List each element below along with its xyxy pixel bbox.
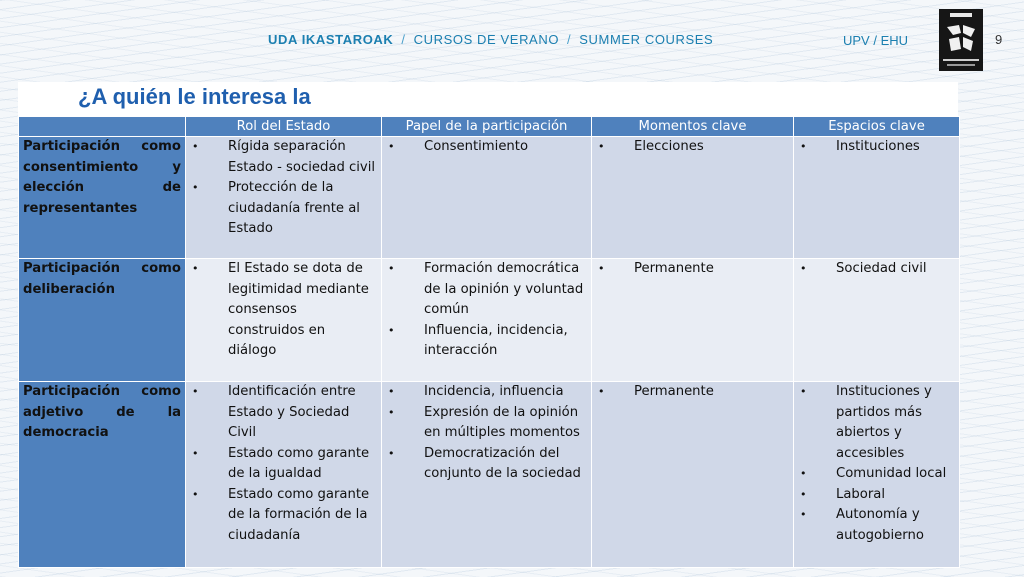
list-item: • Identificación entre Estado y Sociedad Civil <box>192 384 356 440</box>
page-number: 9 <box>995 32 1003 47</box>
column-header-empty <box>19 117 186 137</box>
bullet-icon: • <box>800 508 807 521</box>
list-item: • Laboral <box>798 485 955 506</box>
bullet-icon: • <box>598 385 605 398</box>
header-course-en: SUMMER COURSES <box>579 32 714 47</box>
header-separator: / <box>567 32 572 47</box>
header-org: UDA IKASTAROAK <box>268 32 394 47</box>
list-item: • Permanente <box>596 259 789 280</box>
list-item: • Democratización del conjunto de la sociedad <box>388 445 581 481</box>
bullet-icon: • <box>800 467 807 480</box>
header-university: UPV / EHU <box>843 33 909 48</box>
bullet-icon: • <box>192 140 199 153</box>
list-item: • Consentimiento <box>386 137 587 158</box>
list-item: • Protección de la ciudadanía frente al Estado <box>192 180 360 236</box>
table-header-row <box>19 117 960 137</box>
list-item: • Expresión de la opinión en múltiples momentos <box>388 404 580 440</box>
cell-rol <box>186 259 382 382</box>
list-item: • Instituciones <box>798 137 955 158</box>
cell-rol <box>186 382 382 568</box>
list-item: • Formación democrática de la opinión y voluntad común <box>388 261 584 317</box>
cell-rol <box>186 137 382 259</box>
header-separator: / <box>401 32 406 47</box>
list-item: • Permanente <box>596 382 789 403</box>
bullet-icon: • <box>800 385 807 398</box>
bullet-icon: • <box>388 385 395 398</box>
bullet-icon: • <box>192 262 199 275</box>
bullet-icon: • <box>800 487 807 501</box>
column-header-momentos: Momentos clave <box>592 117 794 137</box>
cell-momentos <box>592 382 794 568</box>
table-row <box>19 259 960 382</box>
logo-caption-line <box>947 64 975 66</box>
cell-espacios <box>794 382 960 568</box>
bullet-icon: • <box>800 140 807 153</box>
row-label: Participación como deliberación <box>19 259 186 382</box>
list-item: • Sociedad civil <box>798 259 955 280</box>
row-label: Participación como adjetivo de la democracia <box>19 382 186 568</box>
bullet-icon: • <box>192 181 199 194</box>
column-header-rol: Rol del Estado <box>186 117 382 137</box>
bullet-icon: • <box>388 446 395 460</box>
list-item: • Estado como garante de la formación de la ciudadanía <box>192 486 370 543</box>
bullet-icon: • <box>192 487 199 501</box>
bullet-icon: • <box>388 262 395 275</box>
cell-espacios <box>794 137 960 259</box>
column-header-papel: Papel de la participación <box>382 117 592 137</box>
list-item: • Influencia, incidencia, interacción <box>388 322 568 358</box>
list-item: • Autonomía y autogobierno <box>800 507 924 543</box>
cell-momentos <box>592 259 794 382</box>
logo-top-mark <box>950 13 972 17</box>
logo-caption-line <box>943 59 979 61</box>
bullet-icon: • <box>598 262 605 275</box>
slide-header <box>0 28 1024 52</box>
list-item: • Elecciones <box>596 137 789 158</box>
table-row <box>19 137 960 259</box>
list-item: • El Estado se dota de legitimidad mediante consensos construidos en diálogo <box>192 261 369 358</box>
participation-table <box>18 116 960 568</box>
cell-momentos <box>592 137 794 259</box>
cell-papel <box>382 137 592 259</box>
header-course-line <box>268 32 713 47</box>
cell-papel <box>382 259 592 382</box>
list-item: • Comunidad local <box>798 464 955 485</box>
bullet-icon: • <box>388 140 395 153</box>
header-course-es: CURSOS DE VERANO <box>413 32 560 47</box>
bullet-icon: • <box>192 385 199 398</box>
column-header-espacios: Espacios clave <box>794 117 960 137</box>
bullet-icon: • <box>598 140 605 153</box>
bullet-icon: • <box>388 405 395 419</box>
bullet-icon: • <box>192 446 199 460</box>
cell-espacios <box>794 259 960 382</box>
row-label: Participación como consentimiento y elección de representantes <box>19 137 186 259</box>
slide-title: ¿A quién le interesa la <box>78 84 311 109</box>
list-item: • Instituciones y partidos más abiertos y accesibles <box>800 384 932 461</box>
list-item: • Rígida separación Estado - sociedad civil <box>192 139 376 175</box>
bullet-icon: • <box>800 262 807 275</box>
list-item: • Incidencia, influencia <box>386 382 587 403</box>
table-row <box>19 382 960 568</box>
bullet-icon: • <box>388 323 395 337</box>
list-item: • Estado como garante de la igualdad <box>192 445 370 481</box>
upv-ehu-logo-icon <box>939 9 983 71</box>
cell-papel <box>382 382 592 568</box>
logo-emblem <box>945 23 977 53</box>
